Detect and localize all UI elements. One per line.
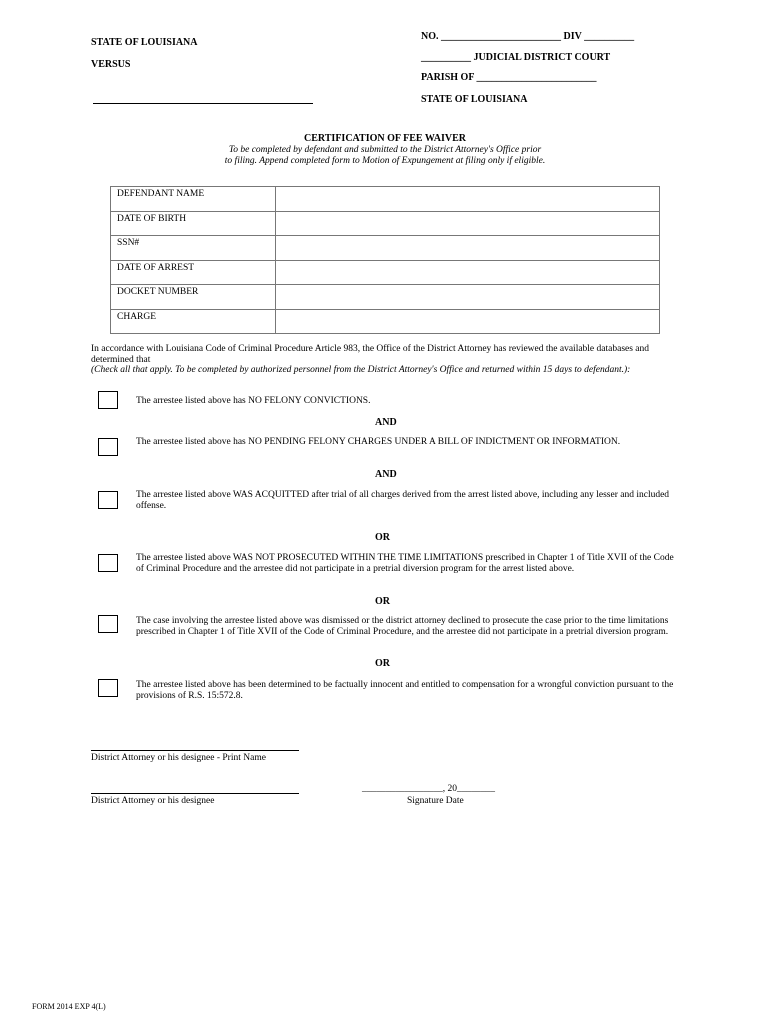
defendant-name-field[interactable]	[276, 187, 660, 212]
connector-or: OR	[375, 532, 390, 543]
connector-and: AND	[375, 469, 397, 480]
table-row	[111, 309, 660, 334]
connector-or: OR	[375, 658, 390, 669]
field-label: DEFENDANT NAME	[111, 187, 276, 212]
page-title: CERTIFICATION OF FEE WAIVER	[304, 133, 466, 144]
instructions-line-1: To be completed by defendant and submitted to the District Attorney's Office prior	[228, 145, 542, 155]
option-acquitted: The arrestee listed above WAS ACQUITTED after trial of all charges derived from the arrest listed above, including any lesser and included offense.	[136, 490, 670, 511]
signature-date-line[interactable]: _________________, 20________	[362, 784, 495, 794]
field-label: SSN#	[111, 236, 276, 261]
checkbox-dismissed[interactable]	[98, 615, 118, 633]
field-label: DATE OF BIRTH	[111, 211, 276, 236]
checkbox-no-pending-charges[interactable]	[98, 438, 118, 456]
option-no-felony-convictions: The arrestee listed above has NO FELONY CONVICTIONS.	[136, 396, 371, 406]
connector-or: OR	[375, 596, 390, 607]
date-of-arrest-field[interactable]	[276, 260, 660, 285]
table-row	[111, 236, 660, 261]
signature-date-label: Signature Date	[407, 796, 464, 806]
defendant-name-line	[93, 103, 313, 104]
date-of-birth-field[interactable]	[276, 211, 660, 236]
ssn-field[interactable]	[276, 236, 660, 261]
field-label: DOCKET NUMBER	[111, 285, 276, 310]
field-label: DATE OF ARREST	[111, 260, 276, 285]
option-not-prosecuted: The arrestee listed above WAS NOT PROSECUTED WITHIN THE TIME LIMITATIONS prescribed in Chapter 1 of Title XVII of the Code of Criminal Procedure and the arrestee did not participate in a pretrial diversion program for the arrest listed above.	[136, 553, 674, 574]
caption-versus: VERSUS	[91, 59, 131, 70]
docket-number-field[interactable]	[276, 285, 660, 310]
court-line: __________ JUDICIAL DISTRICT COURT	[421, 52, 611, 63]
option-no-pending-charges: The arrestee listed above has NO PENDING FELONY CHARGES UNDER A BILL OF INDICTMENT OR INFORMATION.	[136, 437, 621, 447]
parish-line: PARISH OF ________________________	[421, 72, 597, 83]
caption-state: STATE OF LOUISIANA	[91, 37, 198, 48]
checkbox-factually-innocent[interactable]	[98, 679, 118, 697]
checkbox-not-prosecuted[interactable]	[98, 554, 118, 572]
print-name-label: District Attorney or his designee - Print Name	[91, 753, 266, 763]
instructions-line-2: to filing. Append completed form to Motion of Expungement at filing only if eligible.	[224, 156, 546, 166]
option-dismissed: The case involving the arrestee listed above was dismissed or the district attorney declined to prosecute the case prior to the time limitations prescribed in Chapter 1 of Title XVII of the Code of Criminal Procedure, and the arrestee did not participate in a pretrial diversion program.	[136, 616, 669, 637]
caption-state-right: STATE OF LOUISIANA	[421, 94, 528, 105]
designee-label: District Attorney or his designee	[91, 796, 215, 806]
charge-field[interactable]	[276, 309, 660, 334]
table-row	[111, 260, 660, 285]
case-number-line: NO. ________________________ DIV __________	[421, 31, 635, 42]
check-instruction: (Check all that apply. To be completed by authorized personnel from the District Attorney's Office and returned within 15 days to defendant.):	[91, 365, 631, 375]
table-row	[111, 187, 660, 212]
signature-line[interactable]	[91, 793, 299, 794]
accordance-paragraph: In accordance with Louisiana Code of Criminal Procedure Article 983, the Office of the District Attorney has reviewed the available databases and determined that	[91, 344, 650, 365]
table-row	[111, 285, 660, 310]
option-factually-innocent: The arrestee listed above has been determined to be factually innocent and entitled to compensation for a wrongful conviction pursuant to the provisions of R.S. 15:572.8.	[136, 680, 674, 701]
table-row	[111, 211, 660, 236]
print-name-line[interactable]	[91, 750, 299, 751]
field-label: CHARGE	[111, 309, 276, 334]
form-number: FORM 2014 EXP 4(L)	[32, 1002, 106, 1011]
checkbox-acquitted[interactable]	[98, 491, 118, 509]
connector-and: AND	[375, 417, 397, 428]
checkbox-no-felony-convictions[interactable]	[98, 391, 118, 409]
defendant-info-table	[110, 186, 660, 334]
